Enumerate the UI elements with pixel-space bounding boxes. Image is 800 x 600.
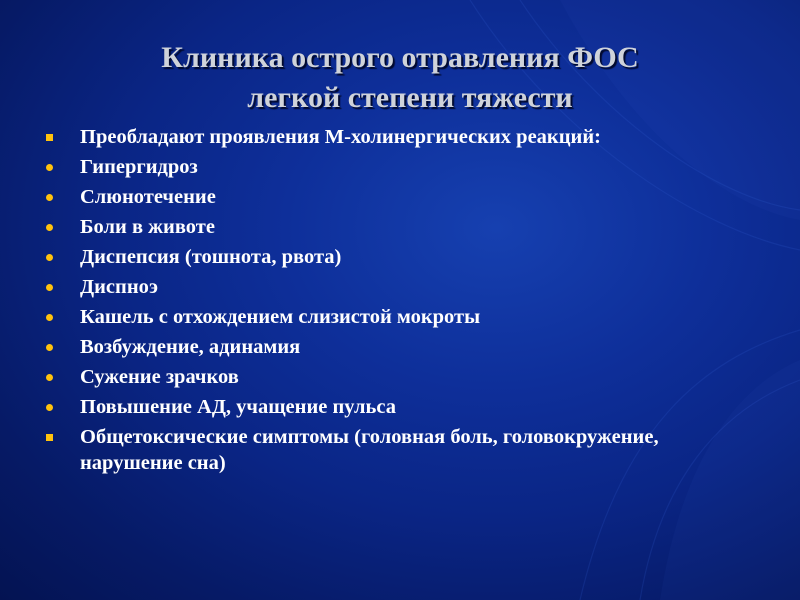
- title-line-2: легкой степени тяжести: [247, 81, 573, 114]
- bullet-text: Сужение зрачков: [80, 366, 239, 388]
- bullet-item: [46, 274, 666, 300]
- bullet-list: [46, 124, 666, 480]
- bullet-text: Диспноэ: [80, 276, 158, 298]
- bullet-item: [46, 304, 666, 330]
- square-bullet-icon: [46, 134, 53, 141]
- round-bullet-icon: [46, 284, 53, 291]
- bullet-item: [46, 364, 666, 390]
- bullet-text: Возбуждение, адинамия: [80, 336, 301, 358]
- bullet-text: Преобладают проявления М-холинергических реакций:: [80, 126, 601, 148]
- bullet-text: Кашель с отхождением слизистой мокроты: [80, 306, 481, 328]
- round-bullet-icon: [46, 374, 53, 381]
- bullet-item: [46, 244, 666, 270]
- round-bullet-icon: [46, 404, 53, 411]
- bullet-item: [46, 394, 666, 420]
- title-line-1: Клиника острого отравления ФОС: [161, 41, 639, 74]
- round-bullet-icon: [46, 344, 53, 351]
- round-bullet-icon: [46, 194, 53, 201]
- round-bullet-icon: [46, 314, 53, 321]
- bullet-item: [46, 334, 666, 360]
- bullet-text: Диспепсия (тошнота, рвота): [80, 246, 342, 268]
- bullet-item: [46, 184, 666, 210]
- bullet-item: [46, 424, 666, 476]
- bullet-text: Повышение АД, учащение пульса: [80, 396, 396, 418]
- bullet-item: [46, 154, 666, 180]
- round-bullet-icon: [46, 254, 53, 261]
- square-bullet-icon: [46, 434, 53, 441]
- bullet-text: Общетоксические симптомы (головная боль, головокружение, нарушение сна): [80, 426, 659, 474]
- bullet-item: [46, 124, 666, 150]
- bullet-item: [46, 214, 666, 240]
- round-bullet-icon: [46, 224, 53, 231]
- bullet-text: Слюнотечение: [80, 186, 216, 208]
- bullet-text: Гипергидроз: [80, 156, 198, 178]
- bullet-text: Боли в животе: [80, 216, 215, 238]
- round-bullet-icon: [46, 164, 53, 171]
- slide-title: [0, 38, 800, 118]
